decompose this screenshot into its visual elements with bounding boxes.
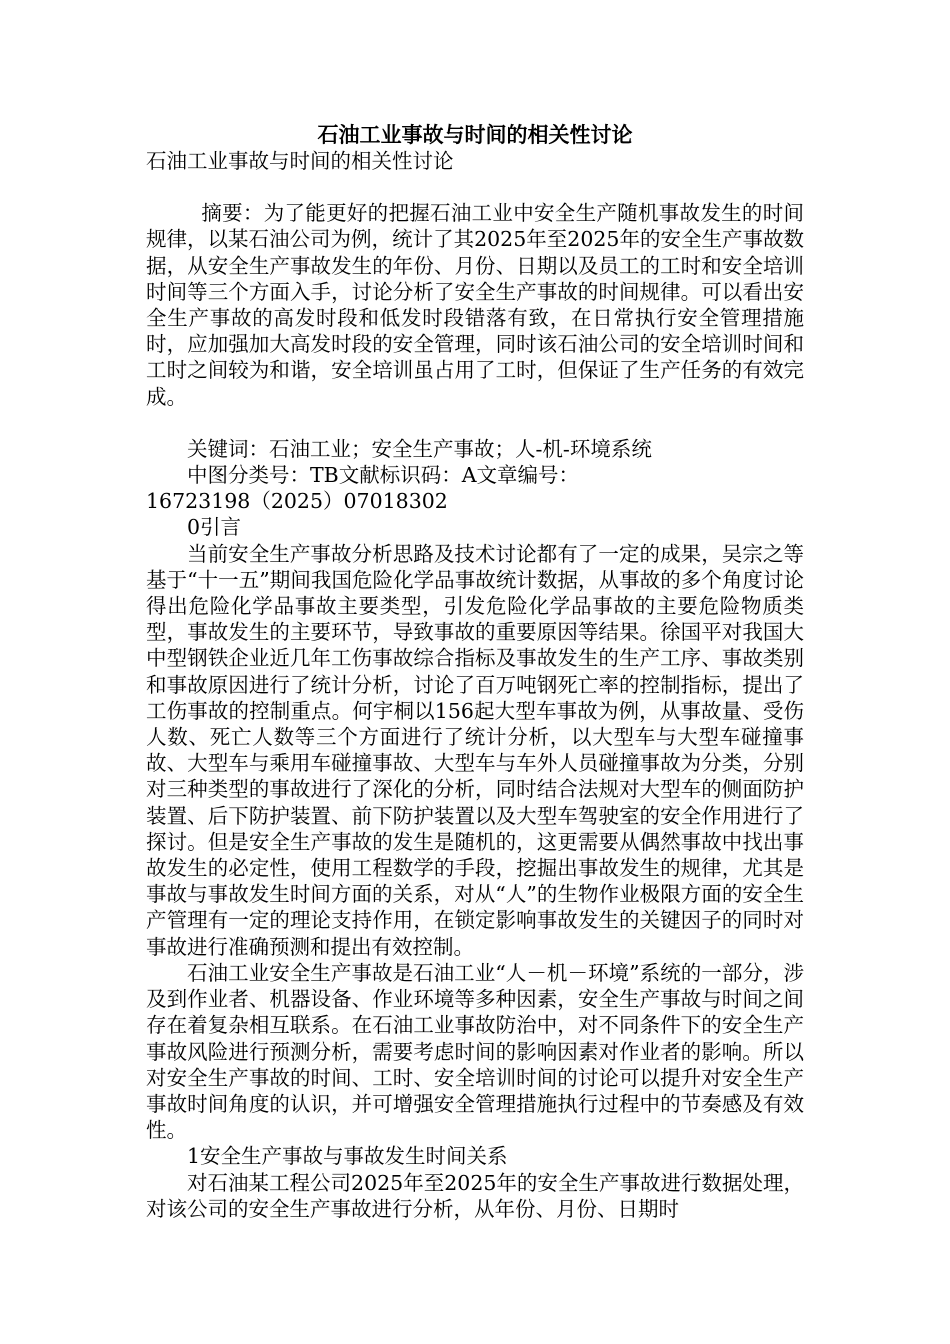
abstract-paragraph: 摘要：为了能更好的把握石油工业中安全生产随机事故发生的时间规律，以某石油公司为例，统计了其2025年至2025年的安全生产事故数据，从安全生产事故发生的年份、月份、日期以及员工的工时和安全培训时间等三个方面入手，讨论分析了安全生产事故的时间规律。可以看出安全生产事故的高发时段和低发时段错落有致，在日常执行安全管理措施时，应加强加大高发时段的安全管理，同时该石油公司的安全培训时间和工时之间较为和谐，安全培训虽占用了工时，但保证了生产任务的有效完成。 <box>146 201 804 409</box>
document-title: 石油工业事故与时间的相关性讨论 <box>317 122 633 147</box>
body-paragraph: 对石油某工程公司2025年至2025年的安全生产事故进行数据处理，对该公司的安全生产事故进行分析，从年份、月份、日期时 <box>146 1170 804 1221</box>
section-heading-1: 1安全生产事故与事故发生时间关系 <box>187 1144 508 1169</box>
blank-line <box>146 174 804 200</box>
blank-line <box>146 410 804 436</box>
document-subtitle: 石油工业事故与时间的相关性讨论 <box>146 149 454 173</box>
body-paragraph: 当前安全生产事故分析思路及技术讨论都有了一定的成果，吴宗之等基于“十一五”期间我国危险化学品事故统计数据，从事故的多个角度讨论得出危险化学品事故主要类型，引发危险化学品事故的主要危险物质类型，事故发生的主要环节，导致事故的重要原因等结果。徐国平对我国大中型钢铁企业近几年工伤事故综合指标及事故发生的生产工序、事故类别和事故原因进行了统计分析，讨论了百万吨钢死亡率的控制指标，提出了工伤事故的控制重点。何宇桐以156起大型车事故为例，从事故量、受伤人数、死亡人数等三个方面进行了统计分析，以大型车与大型车碰撞事故、大型车与乘用车碰撞事故、大型车与车外人员碰撞事故为分类，分别对三种类型的事故进行了深化的分析，同时结合法规对大型车的侧面防护装置、后下防护装置、前下防护装置以及大型车驾驶室的安全作用进行了探讨。但是安全生产事故的发生是随机的，这更需要从偶然事故中找出事故发生的必定性，使用工程数学的手段，挖掘出事故发生的规律，尤其是事故与事故发生时间方面的关系，对从“人”的生物作业极限方面的安全生产管理有一定的理论支持作用，在锁定影响事故发生的关键因子的同时对事故进行准确预测和提出有效控制。 <box>146 541 804 959</box>
document-page <box>146 122 804 1222</box>
article-number: 16723198（2025）07018302 <box>146 489 448 514</box>
section-heading-introduction: 0引言 <box>187 515 242 540</box>
classification-line: 中图分类号：TB文献标识码：A文章编号： <box>187 463 580 488</box>
keywords-line: 关键词：石油工业；安全生产事故；人-机-环境系统 <box>187 436 652 461</box>
body-paragraph: 石油工业安全生产事故是石油工业“人－机－环境”系统的一部分，涉及到作业者、机器设备、作业环境等多种因素，安全生产事故与时间之间存在着复杂相互联系。在石油工业事故防治中，对不同条件下的安全生产事故风险进行预测分析，需要考虑时间的影响因素对作业者的影响。所以对安全生产事故的时间、工时、安全培训时间的讨论可以提升对安全生产事故时间角度的认识，并可增强安全管理措施执行过程中的节奏感及有效性。 <box>146 960 804 1143</box>
